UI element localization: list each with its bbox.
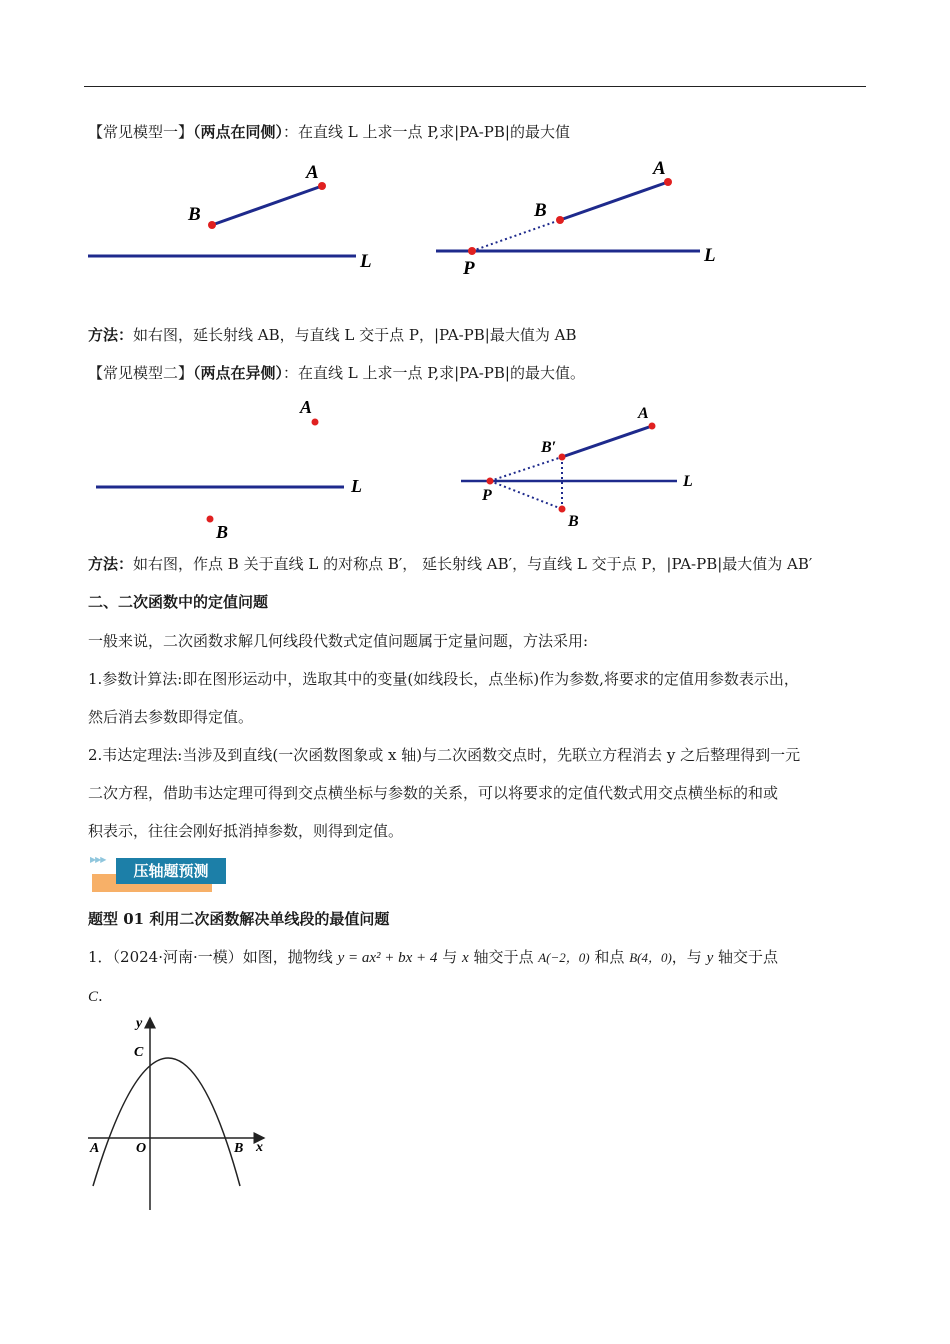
q1-text-6: 轴交于点 — [718, 948, 779, 966]
model2-method — [88, 554, 812, 574]
q1-y-var: y — [706, 950, 714, 966]
label-c: C — [134, 1045, 144, 1060]
model1-heading-open: 【常见模型一】 — [88, 123, 194, 141]
model2-figure-left — [88, 392, 388, 552]
method-label: 方法： — [88, 555, 134, 573]
section2-p2a: 1.参数计算法:即在图形运动中，选取其中的变量(如线段长，点坐标)作为参数,将要求的定值用参数表示出， — [88, 670, 799, 688]
section2-p3b: 二次方程，借助韦达定理可得到交点横坐标与参数的关系，可以将要求的定值代数式用交点横坐标的和或 — [88, 784, 779, 802]
label-b: B — [234, 1141, 244, 1156]
point-p — [487, 478, 494, 485]
label-x: x — [256, 1140, 263, 1155]
label-a: A — [90, 1141, 100, 1156]
q1-text-3: 轴交于点 — [473, 948, 534, 966]
point-b — [207, 516, 214, 523]
banner-label: 压轴题预测 — [116, 858, 226, 884]
banner-arrows-icon: ▶▶▶ — [90, 855, 106, 864]
label-b: B — [534, 200, 547, 221]
label-a: A — [638, 405, 649, 422]
label-p: P — [482, 487, 492, 504]
dashed-p-bprime — [490, 457, 562, 481]
label-p: P — [463, 258, 475, 279]
point-p — [468, 247, 476, 255]
q1-point-a: A(−2，0) — [538, 950, 590, 965]
label-a: A — [653, 158, 666, 179]
segment-ab — [560, 182, 668, 220]
section2-p3a: 2.韦达定理法:当涉及到直线(一次函数图象或 x 轴)与二次函数交点时，先联立方程消去 y 之后整理得到一元 — [88, 746, 801, 764]
header-rule — [84, 86, 866, 87]
model1-figure-right — [430, 150, 730, 285]
label-b: B — [188, 204, 201, 225]
q1-text-1: 如图，抛物线 — [242, 948, 333, 966]
point-b-prime — [559, 454, 566, 461]
model2-heading-bold: （两点在异侧） — [193, 364, 284, 382]
label-l: L — [683, 473, 693, 490]
label-b: B — [568, 513, 579, 530]
model1-heading-rest: ：在直线 L 上求一点 P,求|PA-PB|的最大值 — [283, 123, 570, 141]
q1-x-var: x — [461, 950, 469, 966]
point-b — [208, 221, 216, 229]
method-label: 方法： — [88, 326, 134, 344]
label-o: O — [136, 1141, 147, 1156]
label-b: B — [216, 522, 229, 542]
model2-figure-right — [455, 398, 715, 538]
question-number: 1． — [88, 948, 113, 966]
label-b-prime: B′ — [541, 439, 557, 456]
section2-p2b: 然后消去参数即得定值。 — [88, 708, 254, 726]
point-a — [312, 419, 319, 426]
segment-ab-prime — [562, 426, 652, 457]
q1-text-5: ，与 — [671, 948, 702, 966]
q1-equation: y = ax² + bx + 4 — [337, 950, 438, 966]
point-a — [318, 182, 326, 190]
point-b — [556, 216, 564, 224]
extension-bp — [472, 220, 560, 251]
q1-text-2: 与 — [442, 948, 458, 966]
parabola-curve — [93, 1058, 240, 1186]
model2-heading — [88, 363, 585, 383]
point-a — [664, 178, 672, 186]
model1-heading-bold: （两点在同侧） — [193, 123, 284, 141]
question-source: （2024·河南·一模） — [112, 948, 243, 966]
label-l: L — [360, 251, 372, 272]
question-1 — [88, 947, 778, 968]
point-a — [649, 423, 656, 430]
dashed-p-b — [490, 481, 562, 509]
point-b — [559, 506, 566, 513]
label-y: y — [136, 1016, 143, 1031]
section2-p1: 一般来说，二次函数求解几何线段代数式定值问题属于定量问题，方法采用: — [88, 632, 589, 650]
q1-point-b: B(4，0) — [629, 950, 672, 965]
question-1-cont — [88, 986, 103, 1007]
model2-heading-rest: ：在直线 L 上求一点 P,求|PA-PB|的最大值。 — [283, 364, 585, 382]
label-a: A — [306, 162, 319, 183]
label-l: L — [351, 476, 362, 496]
method-text: 如右图，作点 B 关于直线 L 的对称点 B′， 延长射线 AB′，与直线 L 交于点 P，|PA-PB|最大值为 AB′ — [133, 555, 813, 573]
model1-figure-left — [80, 150, 390, 280]
model2-heading-open: 【常见模型二】 — [88, 364, 194, 382]
q1-point-c: C — [88, 989, 99, 1005]
model1-heading — [88, 122, 570, 142]
section2-title: 二、二次函数中的定值问题 — [88, 593, 269, 611]
label-a: A — [300, 397, 313, 417]
q1-text-4: 和点 — [594, 948, 625, 966]
section-banner — [88, 854, 230, 894]
model1-method — [88, 325, 576, 345]
label-l: L — [704, 245, 716, 266]
parabola-graph — [84, 1012, 274, 1217]
type01-title: 题型 01 利用二次函数解决单线段的最值问题 — [88, 910, 390, 928]
q1-text-7: . — [98, 987, 103, 1005]
method-text: 如右图，延长射线 AB，与直线 L 交于点 P，|PA-PB|最大值为 AB — [133, 326, 577, 344]
section2-p3c: 积表示，往往会刚好抵消掉参数，则得到定值。 — [88, 822, 404, 840]
segment-ab — [212, 186, 322, 225]
